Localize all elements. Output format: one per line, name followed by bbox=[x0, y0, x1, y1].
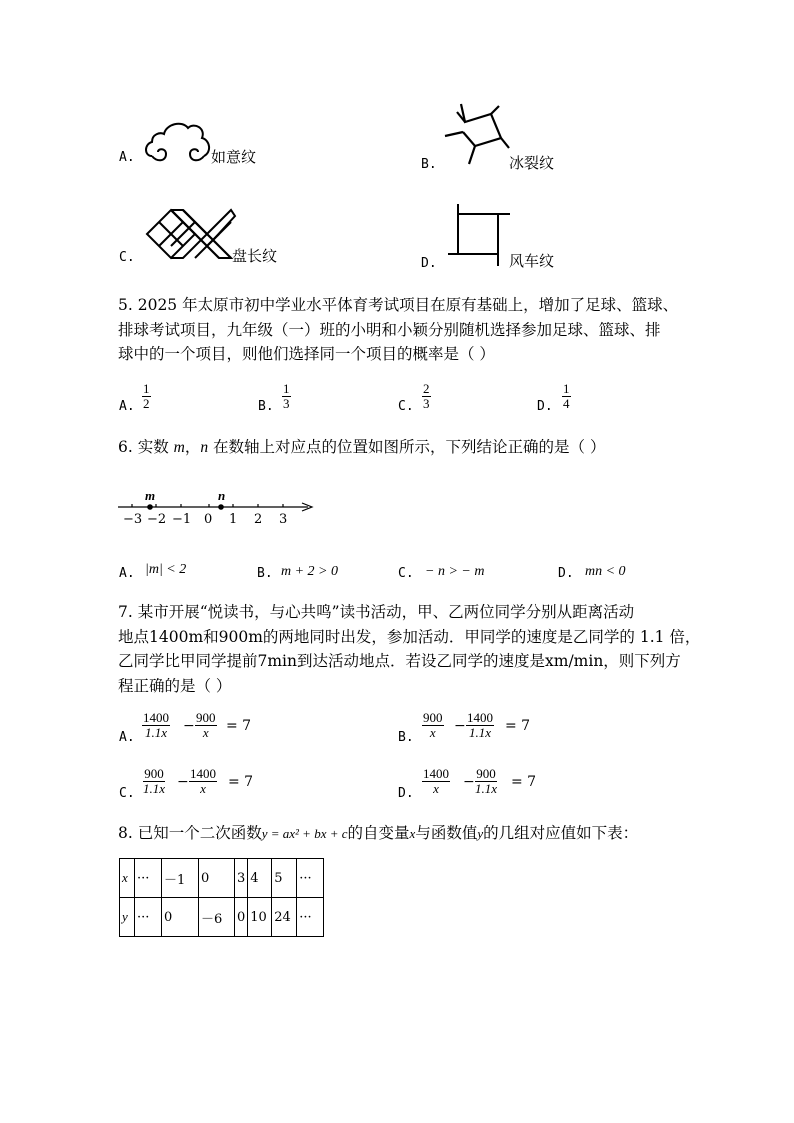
tick-label: 1 bbox=[229, 512, 238, 527]
option-letter: C. bbox=[119, 250, 135, 265]
numerator: 900 bbox=[423, 710, 443, 725]
option-letter: A. bbox=[119, 399, 135, 414]
fraction bbox=[422, 767, 450, 796]
option-label: 盘长纹 bbox=[232, 247, 278, 265]
endless-knot-pattern-icon bbox=[143, 206, 239, 262]
option-letter: B. bbox=[421, 157, 437, 172]
option-letter: B. bbox=[398, 730, 414, 745]
minus-sign: − bbox=[463, 774, 475, 790]
denominator: 1.1x bbox=[468, 725, 492, 740]
fraction bbox=[422, 711, 444, 740]
text-segment: 的自变量 bbox=[347, 824, 410, 842]
fraction bbox=[475, 767, 497, 796]
denominator: 2 bbox=[143, 396, 150, 411]
numerator: 1400 bbox=[423, 766, 449, 781]
denominator: x bbox=[200, 781, 206, 796]
minus-sign: − bbox=[177, 774, 189, 790]
option-expr: − n > − m bbox=[425, 564, 485, 579]
option-letter: B. bbox=[258, 399, 274, 414]
fraction bbox=[466, 711, 494, 740]
option-letter: D. bbox=[421, 256, 437, 271]
fraction bbox=[142, 711, 170, 740]
option-expr: m + 2 > 0 bbox=[281, 564, 339, 579]
denominator: x bbox=[433, 781, 439, 796]
table-cell: 24 bbox=[272, 898, 297, 937]
table-cell: ··· bbox=[135, 898, 162, 937]
option-label: 如意纹 bbox=[211, 148, 257, 166]
numerator: 900 bbox=[476, 766, 496, 781]
minus-sign: − bbox=[454, 718, 466, 734]
numerator: 900 bbox=[196, 710, 216, 725]
table-cell: 0 bbox=[199, 859, 235, 898]
question-5-text bbox=[118, 293, 678, 367]
equals-expr: = 7 bbox=[511, 774, 537, 790]
table-cell: x bbox=[120, 859, 135, 898]
fraction bbox=[195, 711, 217, 740]
tick-label: 0 bbox=[204, 512, 213, 527]
fraction bbox=[282, 382, 291, 411]
text-segment: 在数轴上对应点的位置如图所示，下列结论正确的是（ ） bbox=[208, 438, 606, 456]
pinwheel-pattern-icon bbox=[446, 202, 512, 268]
numerator: 1400 bbox=[467, 710, 493, 725]
tick-label: 2 bbox=[254, 512, 263, 527]
denominator: 1.1x bbox=[475, 781, 498, 796]
text-line: 5. 2025 年太原市初中学业水平体育考试项目在原有基础上，增加了足球、篮球、 bbox=[118, 296, 679, 314]
fraction bbox=[143, 767, 165, 796]
table-cell: y bbox=[120, 898, 135, 937]
fraction bbox=[422, 382, 431, 411]
text-line: 乙同学比甲同学提前7min到达活动地点．若设乙同学的速度是xm/min，则下列方 bbox=[118, 652, 681, 670]
table-cell: －6 bbox=[199, 898, 235, 937]
text-segment: 与函数值 bbox=[415, 824, 478, 842]
text-line: 球中的一个项目，则他们选择同一个项目的概率是（ ） bbox=[118, 345, 495, 363]
point-m-dot bbox=[147, 504, 153, 510]
tick-label: −2 bbox=[147, 512, 167, 527]
denominator: 1.1x bbox=[143, 781, 166, 796]
numerator: 1 bbox=[143, 381, 150, 396]
numerator: 1400 bbox=[143, 710, 169, 725]
option-label: 冰裂纹 bbox=[509, 154, 555, 172]
minus-sign: − bbox=[183, 718, 195, 734]
numerator: 1 bbox=[283, 381, 290, 396]
option-letter: D. bbox=[558, 566, 574, 581]
math-var: y bbox=[477, 826, 484, 841]
tick-label: 3 bbox=[279, 512, 288, 527]
table-cell: 10 bbox=[248, 898, 272, 937]
text-line: 排球考试项目，九年级（一）班的小明和小颖分别随机选择参加足球、篮球、排 bbox=[118, 320, 661, 339]
option-letter: C. bbox=[119, 786, 135, 801]
numerator: 900 bbox=[144, 766, 164, 781]
option-letter: A. bbox=[119, 730, 135, 745]
question-8-text bbox=[118, 826, 638, 841]
option-letter: A. bbox=[119, 566, 135, 581]
numerator: 1 bbox=[563, 381, 570, 396]
text-line: 地点1400m和900m的两地同时出发，参加活动．甲同学的速度是乙同学的 1.1 倍， bbox=[118, 627, 701, 646]
numerator: 2 bbox=[423, 381, 430, 396]
point-n-dot bbox=[218, 504, 224, 510]
function-expr: y = ax² + bx + c bbox=[261, 826, 348, 841]
fraction bbox=[189, 767, 217, 796]
text-segment: 6. 实数 bbox=[118, 438, 174, 456]
tick-label: −3 bbox=[123, 512, 143, 527]
denominator: x bbox=[429, 725, 436, 740]
ice-crack-pattern-icon bbox=[443, 100, 511, 168]
table-cell: 0 bbox=[235, 898, 248, 937]
option-letter: D. bbox=[537, 399, 553, 414]
option-letter: C. bbox=[398, 399, 414, 414]
denominator: 3 bbox=[423, 396, 430, 411]
tick-label: −1 bbox=[172, 512, 192, 527]
fraction bbox=[562, 382, 571, 411]
denominator: 4 bbox=[563, 396, 570, 411]
text-segment: 的几组对应值如下表： bbox=[483, 824, 639, 842]
option-expr: mn < 0 bbox=[585, 564, 626, 579]
ruyi-pattern-icon bbox=[142, 118, 214, 168]
point-m-label: m bbox=[145, 488, 156, 503]
number-line bbox=[118, 486, 318, 528]
option-expr: |m| < 2 bbox=[145, 562, 187, 577]
numerator: 1400 bbox=[190, 766, 216, 781]
math-var: x bbox=[409, 826, 416, 841]
denominator: 3 bbox=[283, 396, 290, 411]
denominator: x bbox=[202, 725, 209, 740]
table-cell: 4 bbox=[248, 859, 272, 898]
option-letter: C. bbox=[398, 566, 414, 581]
option-label: 风车纹 bbox=[509, 252, 555, 270]
question-6-text bbox=[118, 440, 605, 455]
table-cell: 0 bbox=[162, 898, 199, 937]
option-letter: A. bbox=[119, 150, 135, 165]
question-7-text bbox=[118, 600, 700, 698]
table-cell: 3 bbox=[235, 859, 248, 898]
text-segment: ， bbox=[184, 438, 201, 456]
equals-expr: = 7 bbox=[228, 774, 254, 790]
math-var: n bbox=[200, 439, 209, 456]
table-row bbox=[120, 859, 324, 898]
table-cell: －1 bbox=[162, 859, 199, 898]
table-cell: ··· bbox=[297, 859, 324, 898]
table-cell: 5 bbox=[272, 859, 297, 898]
text-segment: 8. 已知一个二次函数 bbox=[118, 824, 262, 842]
value-table bbox=[119, 858, 324, 937]
text-line: 7. 某市开展“悦读书，与心共鸣”读书活动，甲、乙两位同学分别从距离活动 bbox=[118, 603, 635, 621]
table-row bbox=[120, 898, 324, 937]
fraction bbox=[142, 382, 151, 411]
text-line: 程正确的是（ ） bbox=[118, 676, 232, 695]
option-letter: B. bbox=[257, 566, 273, 581]
option-letter: D. bbox=[398, 786, 414, 801]
point-n-label: n bbox=[218, 488, 226, 503]
equals-expr: = 7 bbox=[226, 718, 252, 734]
math-var: m bbox=[173, 439, 185, 456]
equals-expr: = 7 bbox=[505, 718, 531, 734]
table-cell: ··· bbox=[297, 898, 324, 937]
table-cell: ··· bbox=[135, 859, 162, 898]
denominator: 1.1x bbox=[144, 725, 168, 740]
